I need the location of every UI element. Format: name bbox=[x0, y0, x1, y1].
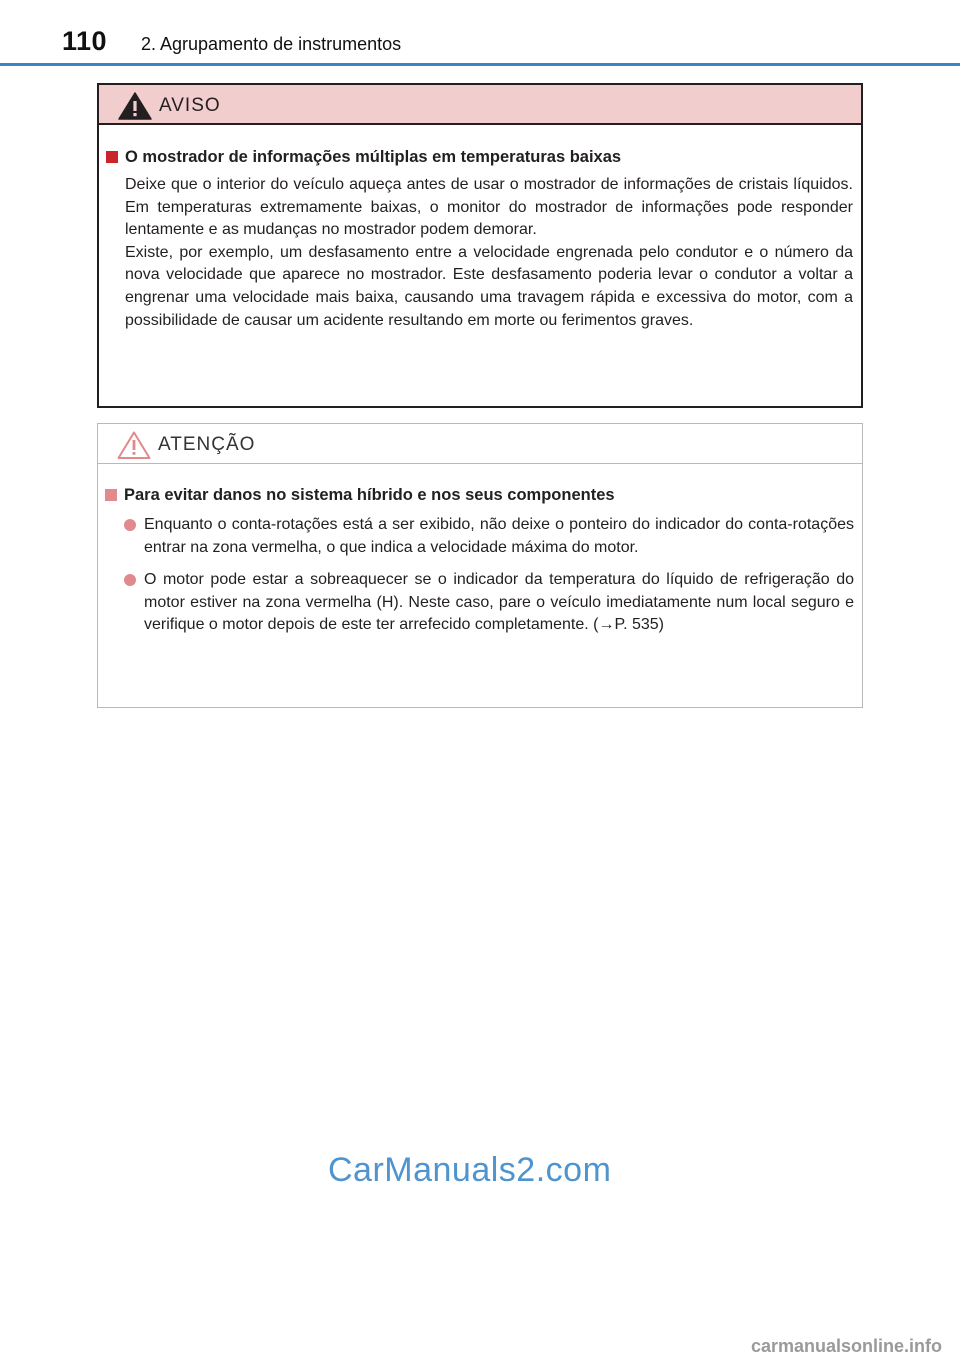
warning-box bbox=[97, 83, 863, 408]
warning-paragraph: Deixe que o interior do veículo aqueça antes de usar o mostrador de informações de cristais líquidos. Em temperaturas extremamente baixas, o monitor do mostrador de informações pode responder lentamente e as mudanças no mostrador podem demorar. bbox=[125, 176, 853, 239]
round-bullet-icon bbox=[124, 519, 136, 531]
caution-list-item bbox=[104, 569, 854, 637]
caution-label: ATENÇÃO bbox=[158, 434, 256, 455]
header-rule bbox=[0, 63, 960, 66]
round-bullet-icon bbox=[124, 574, 136, 586]
watermark-footer: carmanualsonline.info bbox=[750, 1336, 942, 1356]
caution-box-header bbox=[98, 424, 862, 464]
warning-subhead bbox=[105, 146, 853, 168]
caution-list-item bbox=[104, 514, 854, 559]
section-title: 2. Agrupamento de instrumentos bbox=[141, 34, 402, 54]
warning-paragraph: Existe, por exemplo, um desfasamento entre a velocidade engrenada pelo condutor e o número da nova velocidade que aparece no mostrador. Este desfasamento poderia levar o condutor a voltar a engrenar uma velocidade mais baixa, causando uma travagem rápida e excessiva do motor, com a possibilidade de causar um acidente resultando em morte ou ferimentos graves. bbox=[125, 243, 853, 329]
caution-subhead bbox=[104, 484, 854, 506]
caution-item-text: Enquanto o conta-rotações está a ser exibido, não deixe o ponteiro do indicador do conta-rotações entrar na zona vermelha, o que indica a velocidade máxima do motor. bbox=[144, 516, 854, 556]
page-header bbox=[0, 0, 960, 68]
square-bullet-icon bbox=[106, 151, 118, 163]
warning-text bbox=[105, 174, 853, 332]
warning-triangle-icon bbox=[117, 91, 153, 121]
caution-subhead-text: Para evitar danos no sistema híbrido e nos seus componentes bbox=[124, 486, 615, 504]
caution-body bbox=[98, 464, 862, 637]
warning-label: AVISO bbox=[159, 95, 221, 116]
caution-triangle-icon bbox=[116, 430, 152, 460]
watermark-carmanuals2: CarManuals2.com bbox=[328, 1151, 612, 1189]
page-number: 110 bbox=[62, 26, 108, 56]
caution-item-text: O motor pode estar a sobreaquecer se o indicador da temperatura do líquido de refrigeração do motor estiver na zona vermelha (H). Neste caso, pare o veículo imediatamente num local seguro e verifique o motor depois de este ter arrefecido completamente. (→P. 535) bbox=[144, 571, 854, 634]
warning-subhead-text: O mostrador de informações múltiplas em temperaturas baixas bbox=[125, 148, 622, 166]
caution-box bbox=[97, 423, 863, 708]
square-bullet-icon bbox=[105, 489, 117, 501]
warning-box-header bbox=[99, 85, 861, 125]
warning-body bbox=[99, 125, 861, 332]
